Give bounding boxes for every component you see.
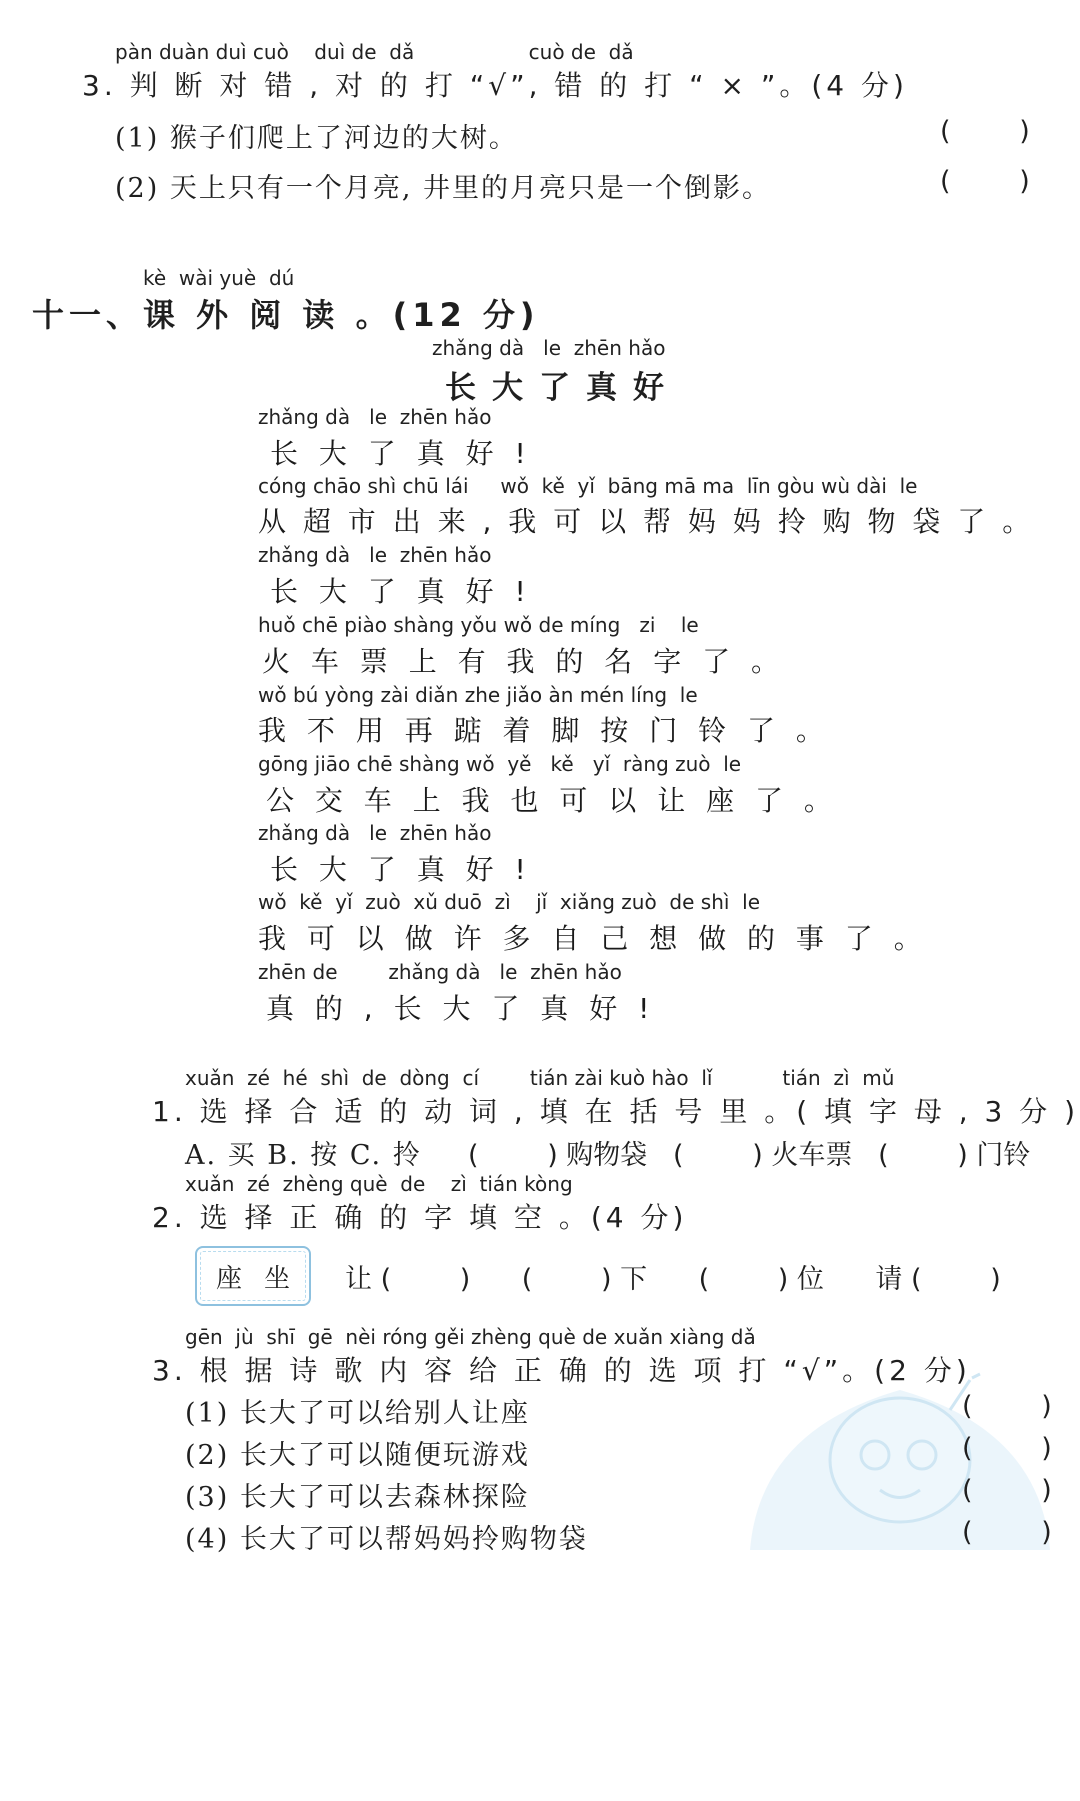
poem-title: 长大了真好 [445, 370, 680, 406]
q1-pinyin: xuǎn zé hé shì de dòng cí tián zài kuò hào lǐ tián zì mǔ [185, 1066, 895, 1090]
poem-line-5: 我 不 用 再 踮 着 脚 按 门 铃 了 。 [258, 714, 830, 747]
q3-question: 3. 根 据 诗 歌 内 容 给 正 确 的 选 项 打 “√”。(2 分) [152, 1354, 971, 1387]
poem-line-1: 长 大 了 真 好 ! [270, 437, 532, 470]
poem-line-6: 公 交 车 上 我 也 可 以 让 座 了 。 [266, 784, 838, 817]
poem-title-pinyin: zhǎng dà le zhēn hǎo [432, 336, 666, 360]
q1-question: 1. 选 择 合 适 的 动 词 , 填 在 括 号 里 。( 填 字 母 , 3 分 ) [152, 1095, 1080, 1128]
poem-line-2-pinyin: cóng chāo shì chū lái wǒ kě yǐ bāng mā ma līn gòu wù dài le [258, 474, 918, 498]
q3-item-3: (3) 长大了可以去森林探险 [185, 1482, 530, 1513]
poem-line-4-pinyin: huǒ chē piào shàng yǒu wǒ de míng zi le [258, 613, 699, 637]
q3-item-1: (1) 长大了可以给别人让座 [185, 1398, 530, 1429]
q3-blank-4[interactable]: ( ) [962, 1517, 1052, 1548]
q3-pinyin: gēn jù shī gē nèi róng gěi zhèng què de xuǎn xiàng dǎ [185, 1325, 756, 1349]
q3-top-pinyin: pàn duàn duì cuò duì de dǎ cuò de dǎ [115, 40, 634, 64]
poem-line-4: 火 车 票 上 有 我 的 名 字 了 。 [262, 645, 786, 678]
poem-line-8: 我 可 以 做 许 多 自 己 想 做 的 事 了 。 [258, 922, 928, 955]
char-choice-1: 座 [215, 1263, 242, 1294]
q2-question: 2. 选 择 正 确 的 字 填 空 。(4 分) [152, 1201, 688, 1234]
q2-pinyin: xuǎn zé zhèng què de zì tián kòng [185, 1172, 573, 1196]
q1-blanks[interactable]: ( ) 购物袋 ( ) 火车票 ( ) 门铃 [468, 1140, 1031, 1171]
q1-options: A. 买 B. 按 C. 拎 [185, 1140, 422, 1171]
q3-top-item-1: (1) 猴子们爬上了河边的大树。 [115, 123, 518, 154]
q3-blank-1[interactable]: ( ) [962, 1391, 1052, 1422]
q3-item-4: (4) 长大了可以帮妈妈拎购物袋 [185, 1524, 588, 1555]
poem-line-1-pinyin: zhǎng dà le zhēn hǎo [258, 405, 492, 429]
q3-blank-3[interactable]: ( ) [962, 1475, 1052, 1506]
q3-top-blank-2[interactable]: ( ) [940, 166, 1030, 197]
q3-top-item-2: (2) 天上只有一个月亮, 井里的月亮只是一个倒影。 [115, 173, 771, 204]
q3-blank-2[interactable]: ( ) [962, 1433, 1052, 1464]
poem-line-6-pinyin: gōng jiāo chē shàng wǒ yě kě yǐ ràng zuò le [258, 752, 742, 776]
q3-top-question: 3. 判 断 对 错 , 对 的 打 “√”, 错 的 打 “ × ”。(4 分) [82, 69, 908, 102]
char-choice-2: 坐 [264, 1263, 291, 1294]
poem-line-7: 长 大 了 真 好 ! [270, 853, 532, 886]
section-11-pinyin: kè wài yuè dú [143, 266, 295, 290]
poem-line-3-pinyin: zhǎng dà le zhēn hǎo [258, 543, 492, 567]
poem-line-7-pinyin: zhǎng dà le zhēn hǎo [258, 821, 492, 845]
poem-line-9-pinyin: zhēn de zhǎng dà le zhēn hǎo [258, 960, 622, 984]
char-choice-box [195, 1246, 311, 1306]
poem-line-5-pinyin: wǒ bú yòng zài diǎn zhe jiǎo àn mén líng le [258, 683, 698, 707]
section-11-title: 十一、课 外 阅 读 。(12 分) [32, 296, 540, 334]
poem-line-2: 从 超 市 出 来 , 我 可 以 帮 妈 妈 拎 购 物 袋 了 。 [258, 505, 1035, 538]
q2-blanks[interactable]: 让 ( ) ( ) 下 ( ) 位 请 ( ) [345, 1264, 1001, 1295]
q3-top-blank-1[interactable]: ( ) [940, 116, 1030, 147]
poem-line-8-pinyin: wǒ kě yǐ zuò xǔ duō zì jǐ xiǎng zuò de shì le [258, 890, 761, 914]
poem-line-3: 长 大 了 真 好 ! [270, 575, 532, 608]
q3-item-2: (2) 长大了可以随便玩游戏 [185, 1440, 530, 1471]
poem-line-9: 真 的 , 长 大 了 真 好 ! [266, 992, 656, 1025]
